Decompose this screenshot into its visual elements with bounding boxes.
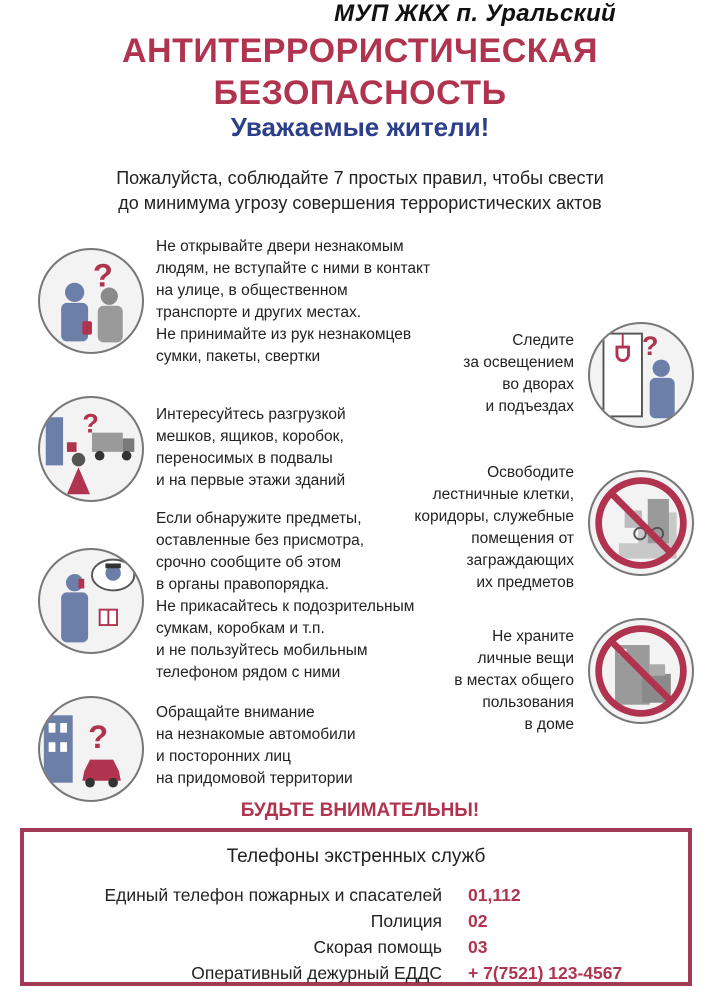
rule-strangers bbox=[156, 236, 430, 368]
page-title bbox=[0, 30, 720, 114]
rule-line: их предметов bbox=[476, 574, 574, 591]
phone-number: 03 bbox=[468, 936, 488, 957]
rule-line: срочно сообщите об этом bbox=[156, 554, 342, 571]
rule-suspicious-items bbox=[156, 508, 414, 684]
rule-line: и не пользуйтесь мобильным bbox=[156, 642, 368, 659]
rule-unknown-cars bbox=[156, 702, 356, 790]
rule-line: Не храните bbox=[492, 628, 574, 645]
phone-row bbox=[24, 934, 688, 960]
rule-line: оставленные без присмотра, bbox=[156, 532, 365, 549]
unloading-truck-icon bbox=[38, 396, 144, 502]
phone-number: 02 bbox=[468, 910, 488, 931]
intro-line: Пожалуйста, соблюдайте 7 простых правил, чтобы свести bbox=[116, 168, 604, 188]
rule-lighting bbox=[463, 330, 574, 418]
lighting-icon bbox=[588, 322, 694, 428]
phone-number: 01,112 bbox=[468, 884, 521, 905]
blocked-stairs-icon bbox=[588, 470, 694, 576]
rule-line: на придомовой территории bbox=[156, 770, 353, 787]
rule-line: во дворах bbox=[502, 376, 574, 393]
rule-line: Не открывайте двери незнакомым bbox=[156, 238, 404, 255]
rule-line: в местах общего bbox=[454, 672, 574, 689]
phone-row bbox=[24, 882, 688, 908]
alert-banner: БУДЬТЕ ВНИМАТЕЛЬНЫ! bbox=[240, 800, 480, 821]
rule-line: и посторонних лиц bbox=[156, 748, 291, 765]
phone-number: + 7(7521) 123-4567 bbox=[468, 962, 623, 983]
rule-line: коридоры, служебные bbox=[414, 508, 574, 525]
rule-line: на незнакомые автомобили bbox=[156, 726, 356, 743]
rule-line: личные вещи bbox=[477, 650, 574, 667]
rule-line: помещения от bbox=[471, 530, 574, 547]
police-call-icon bbox=[38, 548, 144, 654]
rule-line: сумкам, коробкам и т.п. bbox=[156, 620, 325, 637]
intro-text bbox=[0, 166, 720, 216]
intro-line: до минимума угрозу совершения террористических актов bbox=[118, 193, 602, 213]
rule-clear-stairs bbox=[414, 462, 574, 594]
organization-name: МУП ЖКХ п. Уральский bbox=[334, 0, 616, 27]
rule-line: лестничные клетки, bbox=[432, 486, 574, 503]
unknown-car-icon bbox=[38, 696, 144, 802]
rule-line: в доме bbox=[524, 716, 574, 733]
rule-line: заграждающих bbox=[466, 552, 574, 569]
phone-list bbox=[24, 882, 688, 986]
emergency-title: Телефоны экстренных служб bbox=[226, 846, 486, 867]
svg-text:?: ? bbox=[88, 718, 109, 756]
phone-row bbox=[24, 960, 688, 986]
rule-line: телефоном рядом с ними bbox=[156, 664, 341, 681]
rule-line: Интересуйтесь разгрузкой bbox=[156, 406, 346, 423]
rule-no-storage bbox=[454, 626, 574, 736]
rule-line: Если обнаружите предметы, bbox=[156, 510, 362, 527]
title-line-2: БЕЗОПАСНОСТЬ bbox=[213, 74, 507, 112]
rule-line: Обращайте внимание bbox=[156, 704, 315, 721]
rule-line: пользования bbox=[482, 694, 574, 711]
rule-line: и на первые этажи зданий bbox=[156, 472, 346, 489]
svg-text:?: ? bbox=[82, 408, 99, 439]
phone-label: Полиция bbox=[370, 910, 442, 931]
rule-line: Следите bbox=[512, 332, 574, 349]
phone-label: Оперативный дежурный ЕДДС bbox=[191, 962, 442, 983]
phone-label: Скорая помощь bbox=[313, 936, 442, 957]
svg-text:?: ? bbox=[92, 256, 113, 294]
phone-row bbox=[24, 908, 688, 934]
strangers-icon bbox=[38, 248, 144, 354]
rule-line: за освещением bbox=[463, 354, 574, 371]
rule-line: мешков, ящиков, коробок, bbox=[156, 428, 344, 445]
rule-line: в органы правопорядка. bbox=[156, 576, 329, 593]
rule-line: и подъездах bbox=[485, 398, 574, 415]
emergency-phones-box bbox=[20, 828, 692, 986]
title-line-1: АНТИТЕРРОРИСТИЧЕСКАЯ bbox=[121, 32, 598, 70]
rule-line: транспорте и других местах. bbox=[156, 304, 361, 321]
greeting: Уважаемые жители! bbox=[230, 112, 490, 142]
rule-line: сумки, пакеты, свертки bbox=[156, 348, 321, 365]
svg-text:?: ? bbox=[641, 330, 659, 361]
phone-label: Единый телефон пожарных и спасателей bbox=[104, 884, 442, 905]
rule-unloading bbox=[156, 404, 346, 492]
rule-line: переносимых в подвалы bbox=[156, 450, 333, 467]
rule-line: Не принимайте из рук незнакомцев bbox=[156, 326, 412, 343]
rule-line: Не прикасайтесь к подозрительным bbox=[156, 598, 415, 615]
rule-line: людям, не вступайте с ними в контакт bbox=[156, 260, 431, 277]
no-storage-icon bbox=[588, 618, 694, 724]
rule-line: на улице, в общественном bbox=[156, 282, 348, 299]
rule-line: Освободите bbox=[487, 464, 574, 481]
